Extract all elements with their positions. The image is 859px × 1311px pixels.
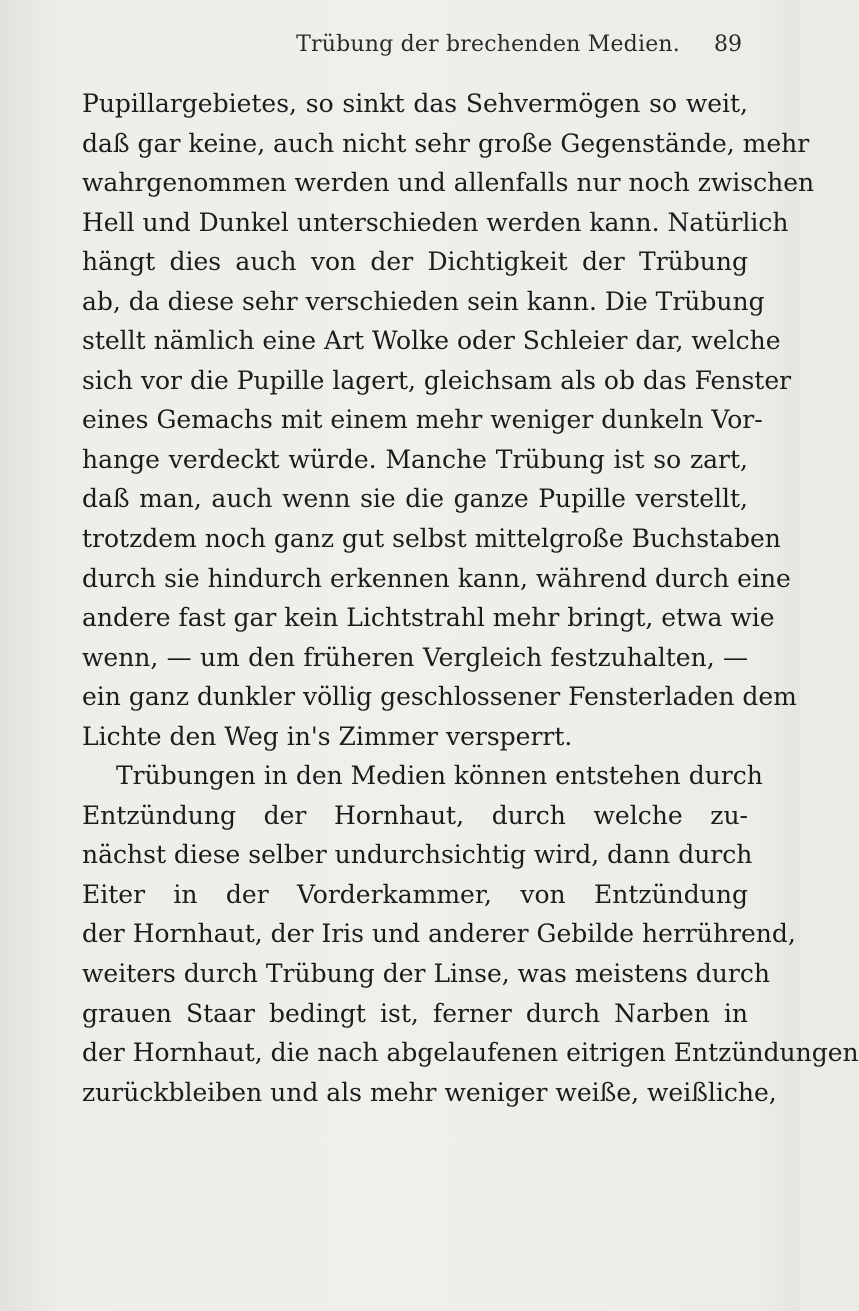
text-line: Lichte den Weg in's Zimmer versperrt. [82,721,573,751]
text-line: sich vor die Pupille lagert, gleichsam als ob das Fenster [82,365,792,395]
running-head [0,28,800,72]
text-line: hange verdeckt würde. Manche Trübung ist so zart, [82,444,748,474]
text-line: nächst diese selber undurchsichtig wird, dann durch [82,840,753,870]
text-line: der Hornhaut, die nach abgelaufenen eitrigen Entzündungen [82,1038,859,1068]
text-line: trotzdem noch ganz gut selbst mittelgroße Buchstaben [82,524,781,554]
text-line: ab, da diese sehr verschieden sein kann. Die Trübung [82,286,765,316]
text-line: zurückbleiben und als mehr weniger weiße, weißliche, [82,1077,777,1107]
text-line: wahrgenommen werden und allenfalls nur noch zwischen [82,168,815,198]
text-line: Hell und Dunkel unterschieden werden kann. Natürlich [82,207,789,237]
text-line: Entzündung der Hornhaut, durch welche zu- [82,800,748,830]
text-line: Pupillargebietes, so sinkt das Sehvermögen so weit, [82,89,748,118]
text-line: durch sie hindurch erkennen kann, während durch eine [82,563,791,593]
text-line: ein ganz dunkler völlig geschlossener Fensterladen dem [82,682,797,712]
running-title: Trübung der brechenden Medien. [296,32,680,57]
body-text [82,84,859,1112]
text-line: der Hornhaut, der Iris und anderer Gebilde herrührend, [82,919,796,949]
text-line: daß gar keine, auch nicht sehr große Gegenstände, mehr [82,128,810,158]
text-line: andere fast gar kein Lichtstrahl mehr bringt, etwa wie [82,603,775,633]
text-line: daß man, auch wenn sie die ganze Pupille verstellt, [82,484,748,514]
text-line: Eiter in der Vorderkammer, von Entzündung [82,879,748,909]
text-line: eines Gemachs mit einem mehr weniger dunkeln Vor- [82,405,763,435]
text-line: hängt dies auch von der Dichtigkeit der Trübung [82,247,748,277]
page-number: 89 [714,32,742,57]
text-line: stellt nämlich eine Art Wolke oder Schleier dar, welche [82,326,781,356]
text-line: grauen Staar bedingt ist, ferner durch Narben in [82,998,748,1028]
text-line: Trübungen in den Medien können entstehen durch [116,761,763,791]
text-line: weiters durch Trübung der Linse, was meistens durch [82,959,770,989]
text-line: wenn, — um den früheren Vergleich festzuhalten, — [82,642,748,672]
